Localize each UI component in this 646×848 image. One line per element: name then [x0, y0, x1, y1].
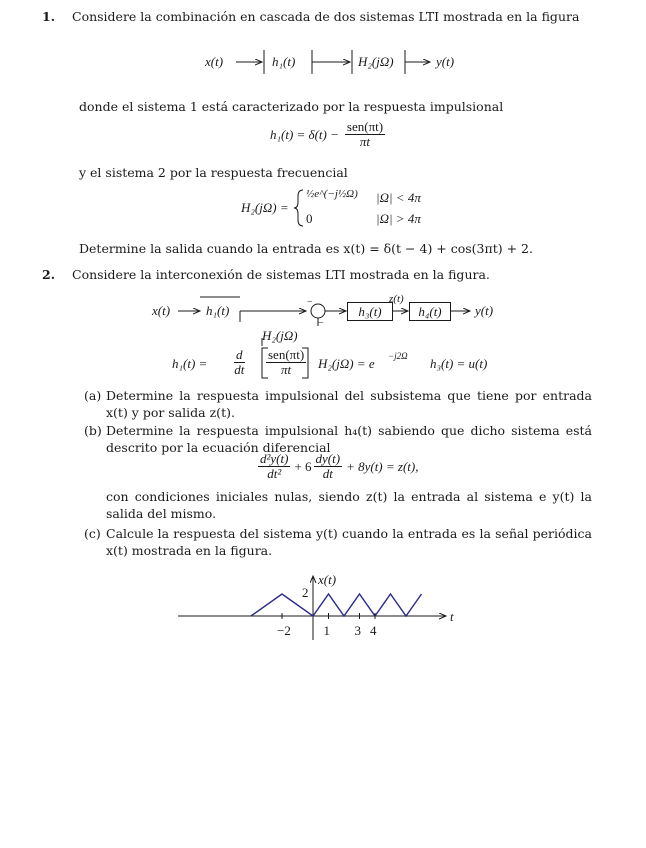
- p2-part-c-text: Calcule la respuesta del sistema y(t) cuando la entrada es la señal periódica x(t) mostrada en la figura.: [106, 526, 592, 558]
- problem-2-number: 2.: [42, 267, 56, 282]
- p1-h1-numerator: sen(πt): [346, 119, 384, 134]
- p2-h1-def-num: sen(πt): [268, 347, 305, 362]
- plot-triangle-wave: [251, 594, 422, 616]
- p2-h1-def-lhs: h₁(t) =: [172, 356, 208, 371]
- p2-h1-deriv-den: dt: [234, 362, 245, 377]
- p1-H2-case1-value: ½e^(−j½Ω): [306, 188, 358, 200]
- p2-ode-term1-den: dt²: [267, 466, 282, 481]
- p2-sum-minus-top: −: [307, 297, 313, 308]
- p2-ode-term1-num: d²y(t): [260, 451, 289, 466]
- plot-x-tick-label: −2: [277, 623, 291, 638]
- plot-x-label: t: [450, 609, 454, 624]
- p2-h1-def-den: πt: [281, 362, 292, 377]
- p2-part-b-label: (b): [84, 423, 102, 438]
- p2-h3-block: h₃(t): [347, 302, 393, 321]
- p1-input-label: x(t): [205, 54, 224, 69]
- p1-h1-denominator: πt: [359, 134, 371, 149]
- p2-h1-deriv-num: d: [236, 347, 243, 362]
- problem-2-statement: Considere la interconexión de sistemas LTI mostrada en la figura.: [72, 267, 490, 282]
- p1-H2-case2-value: 0: [306, 211, 313, 226]
- p2-H2-def: H₂(jΩ) = e: [318, 356, 375, 371]
- p2-output-label: y(t): [475, 303, 494, 318]
- p1-h1-lhs: h₁(t) = δ(t) −: [270, 126, 339, 142]
- p2-part-b-outro: con condiciones iniciales nulas, siendo z(t) la entrada al sistema e y(t) la salida del mismo.: [106, 489, 592, 521]
- p1-block2-label: H₂(jΩ): [358, 54, 394, 69]
- p2-ode-plus1: + 6: [294, 458, 312, 474]
- p1-H2-lhs: H₂(jΩ) =: [241, 200, 289, 215]
- p2-h1-label: h₁(t): [206, 303, 230, 318]
- p1-H2-case2-cond: |Ω| > 4π: [376, 211, 421, 226]
- problem-1-number: 1.: [42, 9, 56, 24]
- p2-part-a-label: (a): [84, 388, 102, 403]
- plot-x-tick-label: 3: [354, 623, 361, 638]
- plot-y-tick-label: 2: [302, 585, 309, 600]
- problem-1-question: Determine la salida cuando la entrada es x(t) = δ(t − 4) + cos(3πt) + 2.: [79, 241, 533, 256]
- p2-part-c-label: (c): [84, 526, 101, 541]
- plot-y-label: x(t): [318, 572, 337, 587]
- p1-block1-label: h₁(t): [272, 54, 296, 69]
- p2-ode-rest: + 8y(t) = z(t),: [346, 458, 419, 474]
- p2-ode-term2-num: dy(t): [315, 451, 341, 466]
- plot-x-tick-label: 4: [370, 623, 377, 638]
- p1-output-label: y(t): [436, 54, 455, 69]
- p2-z-label: z(t): [389, 293, 404, 305]
- problem-1-system1-text: donde el sistema 1 está caracterizado por la respuesta impulsional: [79, 99, 504, 114]
- problem-1-system2-text: y el sistema 2 por la respuesta frecuencial: [79, 165, 348, 180]
- p2-h3-def: h₃(t) = u(t): [430, 356, 488, 371]
- plot-x-tick-label: 1: [323, 623, 330, 638]
- p2-H2-label: H₂(jΩ): [262, 328, 298, 343]
- p2-H2-def-exp: −j2Ω: [388, 351, 408, 361]
- problem-1-statement: Considere la combinación en cascada de dos sistemas LTI mostrada en la figura: [72, 9, 580, 24]
- p2-h4-block: h₄(t): [409, 302, 451, 321]
- p1-H2-case1-cond: |Ω| < 4π: [376, 190, 421, 205]
- p2-ode-term2-den: dt: [322, 466, 333, 481]
- p2-sum-minus-bottom: −: [318, 318, 324, 329]
- p2-input-label: x(t): [152, 303, 171, 318]
- p2-part-a-text: Determine la respuesta impulsional del subsistema que tiene por entrada x(t) y por salida z(t).: [106, 388, 592, 420]
- p2-part-b-intro: Determine la respuesta impulsional h₄(t) sabiendo que dicho sistema está descrito por la ecuación diferencial: [106, 423, 592, 455]
